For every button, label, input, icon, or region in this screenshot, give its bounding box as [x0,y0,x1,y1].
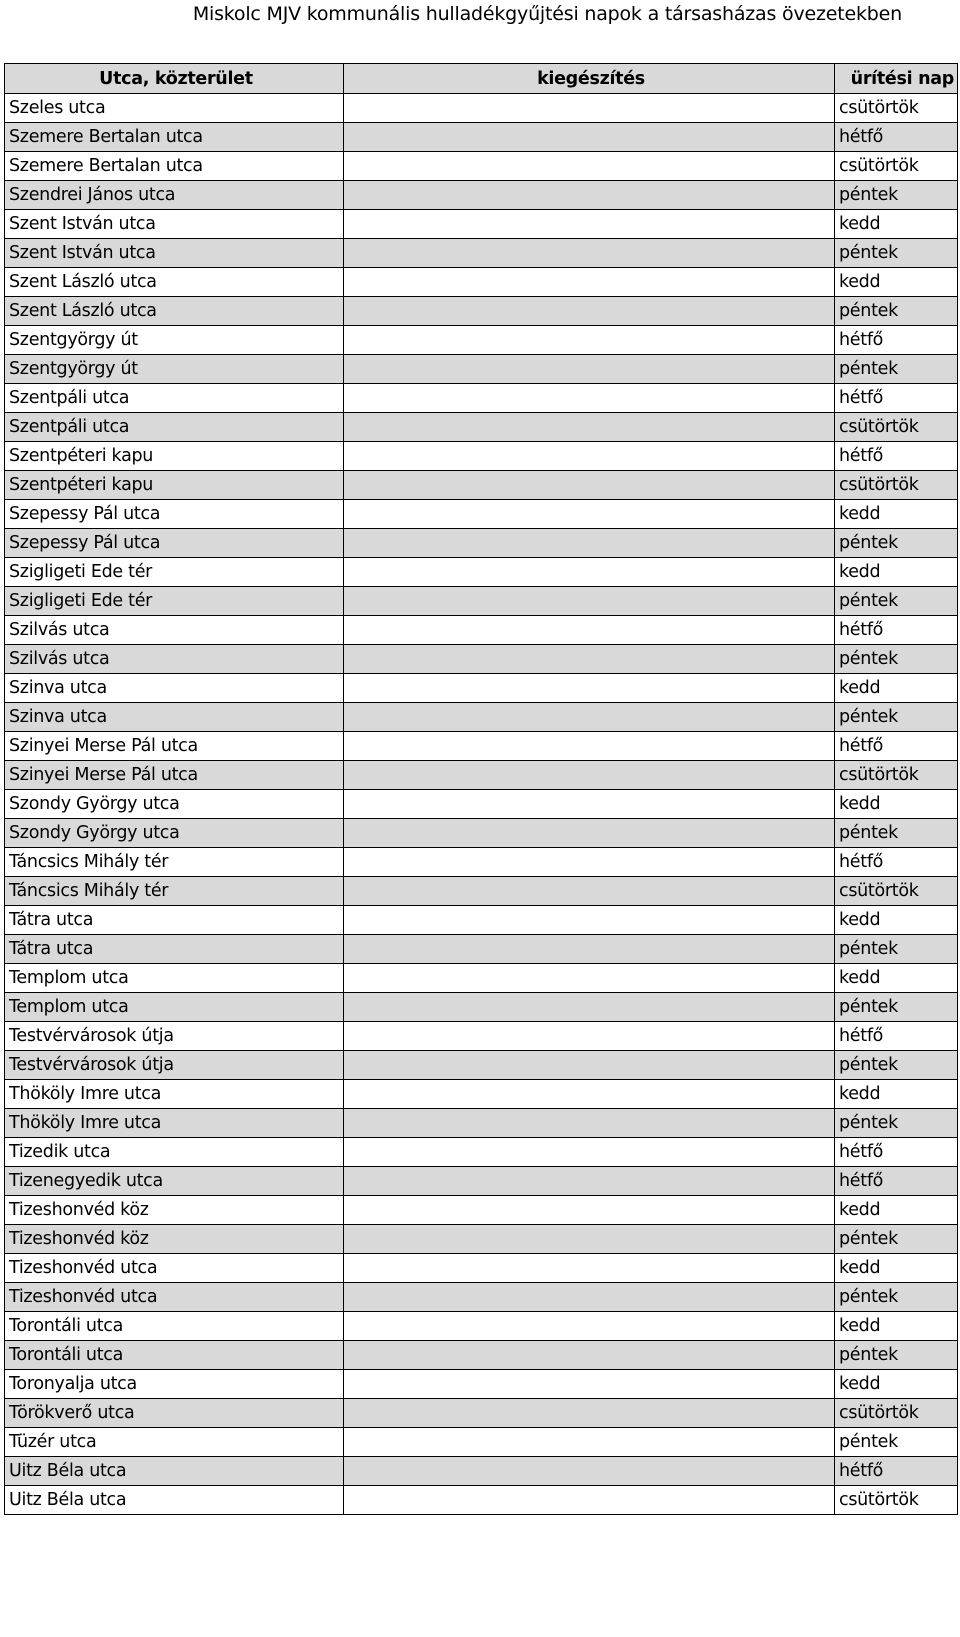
table-row [5,848,958,877]
extra-cell [344,1254,835,1283]
extra-cell [344,761,835,790]
table-row [5,1370,958,1399]
extra-cell [344,384,835,413]
collection-day-cell: csütörtök [835,413,958,442]
street-cell: Torontáli utca [5,1312,344,1341]
street-cell: Tizeshonvéd köz [5,1225,344,1254]
extra-cell [344,355,835,384]
table-row [5,1428,958,1457]
table-row [5,1022,958,1051]
table-row [5,1486,958,1515]
table-row [5,1312,958,1341]
extra-cell [344,94,835,123]
table-row [5,935,958,964]
extra-cell [344,413,835,442]
extra-cell [344,1138,835,1167]
extra-cell [344,1370,835,1399]
street-cell: Szemere Bertalan utca [5,123,344,152]
street-cell: Tizedik utca [5,1138,344,1167]
extra-cell [344,239,835,268]
street-cell: Törökverő utca [5,1399,344,1428]
table-row [5,355,958,384]
extra-cell [344,471,835,500]
street-cell: Tüzér utca [5,1428,344,1457]
extra-cell [344,181,835,210]
collection-day-cell: péntek [835,1341,958,1370]
table-row [5,500,958,529]
column-header-extra: kiegészítés [344,64,835,94]
table-row [5,877,958,906]
collection-day-cell: hétfő [835,732,958,761]
collection-day-cell: péntek [835,529,958,558]
table-row [5,761,958,790]
collection-day-cell: hétfő [835,1457,958,1486]
table-row [5,123,958,152]
extra-cell [344,674,835,703]
extra-cell [344,1457,835,1486]
column-header-street: Utca, közterület [5,64,344,94]
street-cell: Szent István utca [5,239,344,268]
street-cell: Szentgyörgy út [5,326,344,355]
table-row [5,616,958,645]
collection-day-cell: csütörtök [835,877,958,906]
collection-day-cell: péntek [835,1109,958,1138]
table-row [5,181,958,210]
street-cell: Szent László utca [5,268,344,297]
table-row [5,906,958,935]
collection-day-cell: hétfő [835,442,958,471]
table-row [5,1399,958,1428]
street-cell: Szepessy Pál utca [5,500,344,529]
extra-cell [344,616,835,645]
extra-cell [344,442,835,471]
street-cell: Szemere Bertalan utca [5,152,344,181]
extra-cell [344,819,835,848]
table-row [5,94,958,123]
collection-day-cell: csütörtök [835,1399,958,1428]
extra-cell [344,848,835,877]
extra-cell [344,1022,835,1051]
street-cell: Tátra utca [5,906,344,935]
table-row [5,1457,958,1486]
extra-cell [344,558,835,587]
street-cell: Testvérvárosok útja [5,1051,344,1080]
table-row [5,1138,958,1167]
table-row [5,239,958,268]
table-row [5,1109,958,1138]
table-row [5,1196,958,1225]
table-row [5,1254,958,1283]
collection-day-cell: kedd [835,558,958,587]
table-row [5,732,958,761]
street-cell: Tizeshonvéd utca [5,1283,344,1312]
street-cell: Szentpéteri kapu [5,471,344,500]
street-cell: Tizenegyedik utca [5,1167,344,1196]
street-cell: Testvérvárosok útja [5,1022,344,1051]
collection-day-cell: kedd [835,674,958,703]
collection-day-cell: kedd [835,210,958,239]
street-cell: Szinyei Merse Pál utca [5,761,344,790]
extra-cell [344,1051,835,1080]
extra-cell [344,1399,835,1428]
extra-cell [344,297,835,326]
extra-cell [344,1428,835,1457]
extra-cell [344,326,835,355]
collection-day-cell: péntek [835,355,958,384]
street-cell: Szinva utca [5,674,344,703]
street-cell: Szeles utca [5,94,344,123]
collection-day-cell: hétfő [835,384,958,413]
collection-day-cell: kedd [835,1080,958,1109]
collection-day-cell: hétfő [835,326,958,355]
collection-day-cell: hétfő [835,1167,958,1196]
collection-day-cell: péntek [835,181,958,210]
street-cell: Szondy György utca [5,819,344,848]
table-row [5,471,958,500]
street-cell: Szigligeti Ede tér [5,558,344,587]
extra-cell [344,529,835,558]
extra-cell [344,587,835,616]
table-row [5,1080,958,1109]
extra-cell [344,1167,835,1196]
table-row [5,529,958,558]
collection-day-cell: kedd [835,906,958,935]
collection-day-cell: kedd [835,268,958,297]
street-cell: Templom utca [5,964,344,993]
collection-day-cell: kedd [835,790,958,819]
street-cell: Thököly Imre utca [5,1109,344,1138]
table-row [5,268,958,297]
street-cell: Táncsics Mihály tér [5,848,344,877]
collection-day-cell: kedd [835,1254,958,1283]
table-row [5,297,958,326]
collection-day-cell: csütörtök [835,471,958,500]
extra-cell [344,935,835,964]
street-cell: Szilvás utca [5,645,344,674]
table-row [5,1341,958,1370]
table-row [5,442,958,471]
street-cell: Szondy György utca [5,790,344,819]
collection-day-cell: hétfő [835,848,958,877]
table-row [5,645,958,674]
collection-day-cell: kedd [835,964,958,993]
street-cell: Tizeshonvéd köz [5,1196,344,1225]
extra-cell [344,732,835,761]
table-row [5,1051,958,1080]
street-cell: Szendrei János utca [5,181,344,210]
street-cell: Szigligeti Ede tér [5,587,344,616]
street-cell: Uitz Béla utca [5,1457,344,1486]
collection-day-cell: péntek [835,587,958,616]
street-cell: Szepessy Pál utca [5,529,344,558]
extra-cell [344,268,835,297]
collection-day-cell: hétfő [835,123,958,152]
table-header [5,64,958,94]
extra-cell [344,1109,835,1138]
header-row [5,64,958,94]
collection-day-cell: péntek [835,645,958,674]
collection-day-cell: csütörtök [835,94,958,123]
street-cell: Templom utca [5,993,344,1022]
collection-day-cell: csütörtök [835,152,958,181]
collection-day-cell: péntek [835,703,958,732]
table-row [5,152,958,181]
collection-day-cell: péntek [835,1428,958,1457]
street-cell: Táncsics Mihály tér [5,877,344,906]
table-row [5,1283,958,1312]
street-cell: Szinyei Merse Pál utca [5,732,344,761]
table-row [5,674,958,703]
page-title: Miskolc MJV kommunális hulladékgyűjtési napok a társasházas övezetekben [192,3,902,25]
collection-day-cell: kedd [835,1196,958,1225]
table-row [5,1225,958,1254]
collection-day-cell: péntek [835,239,958,268]
extra-cell [344,703,835,732]
table-row [5,210,958,239]
collection-day-cell: csütörtök [835,1486,958,1515]
table-row [5,384,958,413]
extra-cell [344,500,835,529]
collection-day-cell: péntek [835,993,958,1022]
extra-cell [344,906,835,935]
table-row [5,413,958,442]
street-cell: Szinva utca [5,703,344,732]
extra-cell [344,1341,835,1370]
street-cell: Thököly Imre utca [5,1080,344,1109]
street-cell: Szilvás utca [5,616,344,645]
street-cell: Tátra utca [5,935,344,964]
extra-cell [344,1196,835,1225]
collection-day-cell: péntek [835,1225,958,1254]
extra-cell [344,1225,835,1254]
extra-cell [344,152,835,181]
street-cell: Szentpáli utca [5,413,344,442]
collection-day-cell: kedd [835,1370,958,1399]
street-cell: Szentpáli utca [5,384,344,413]
collection-day-cell: péntek [835,819,958,848]
collection-day-cell: hétfő [835,1022,958,1051]
table-row [5,1167,958,1196]
table-row [5,964,958,993]
table-row [5,558,958,587]
street-cell: Toronyalja utca [5,1370,344,1399]
street-cell: Szentgyörgy út [5,355,344,384]
extra-cell [344,1312,835,1341]
extra-cell [344,645,835,674]
extra-cell [344,1283,835,1312]
collection-schedule-table [4,63,958,1515]
street-cell: Szent László utca [5,297,344,326]
street-cell: Tizeshonvéd utca [5,1254,344,1283]
table-row [5,703,958,732]
extra-cell [344,877,835,906]
extra-cell [344,964,835,993]
extra-cell [344,123,835,152]
extra-cell [344,1080,835,1109]
table-row [5,993,958,1022]
street-cell: Torontáli utca [5,1341,344,1370]
collection-day-cell: péntek [835,1283,958,1312]
collection-day-cell: kedd [835,1312,958,1341]
extra-cell [344,993,835,1022]
collection-day-cell: hétfő [835,1138,958,1167]
street-cell: Uitz Béla utca [5,1486,344,1515]
extra-cell [344,1486,835,1515]
collection-day-cell: péntek [835,935,958,964]
collection-day-cell: kedd [835,500,958,529]
table-row [5,819,958,848]
collection-day-cell: hétfő [835,616,958,645]
collection-day-cell: péntek [835,297,958,326]
table-row [5,587,958,616]
table-row [5,790,958,819]
column-header-day: ürítési nap [835,64,958,94]
table-body [5,94,958,1515]
collection-day-cell: csütörtök [835,761,958,790]
table-row [5,326,958,355]
extra-cell [344,210,835,239]
collection-day-cell: péntek [835,1051,958,1080]
street-cell: Szentpéteri kapu [5,442,344,471]
street-cell: Szent István utca [5,210,344,239]
extra-cell [344,790,835,819]
